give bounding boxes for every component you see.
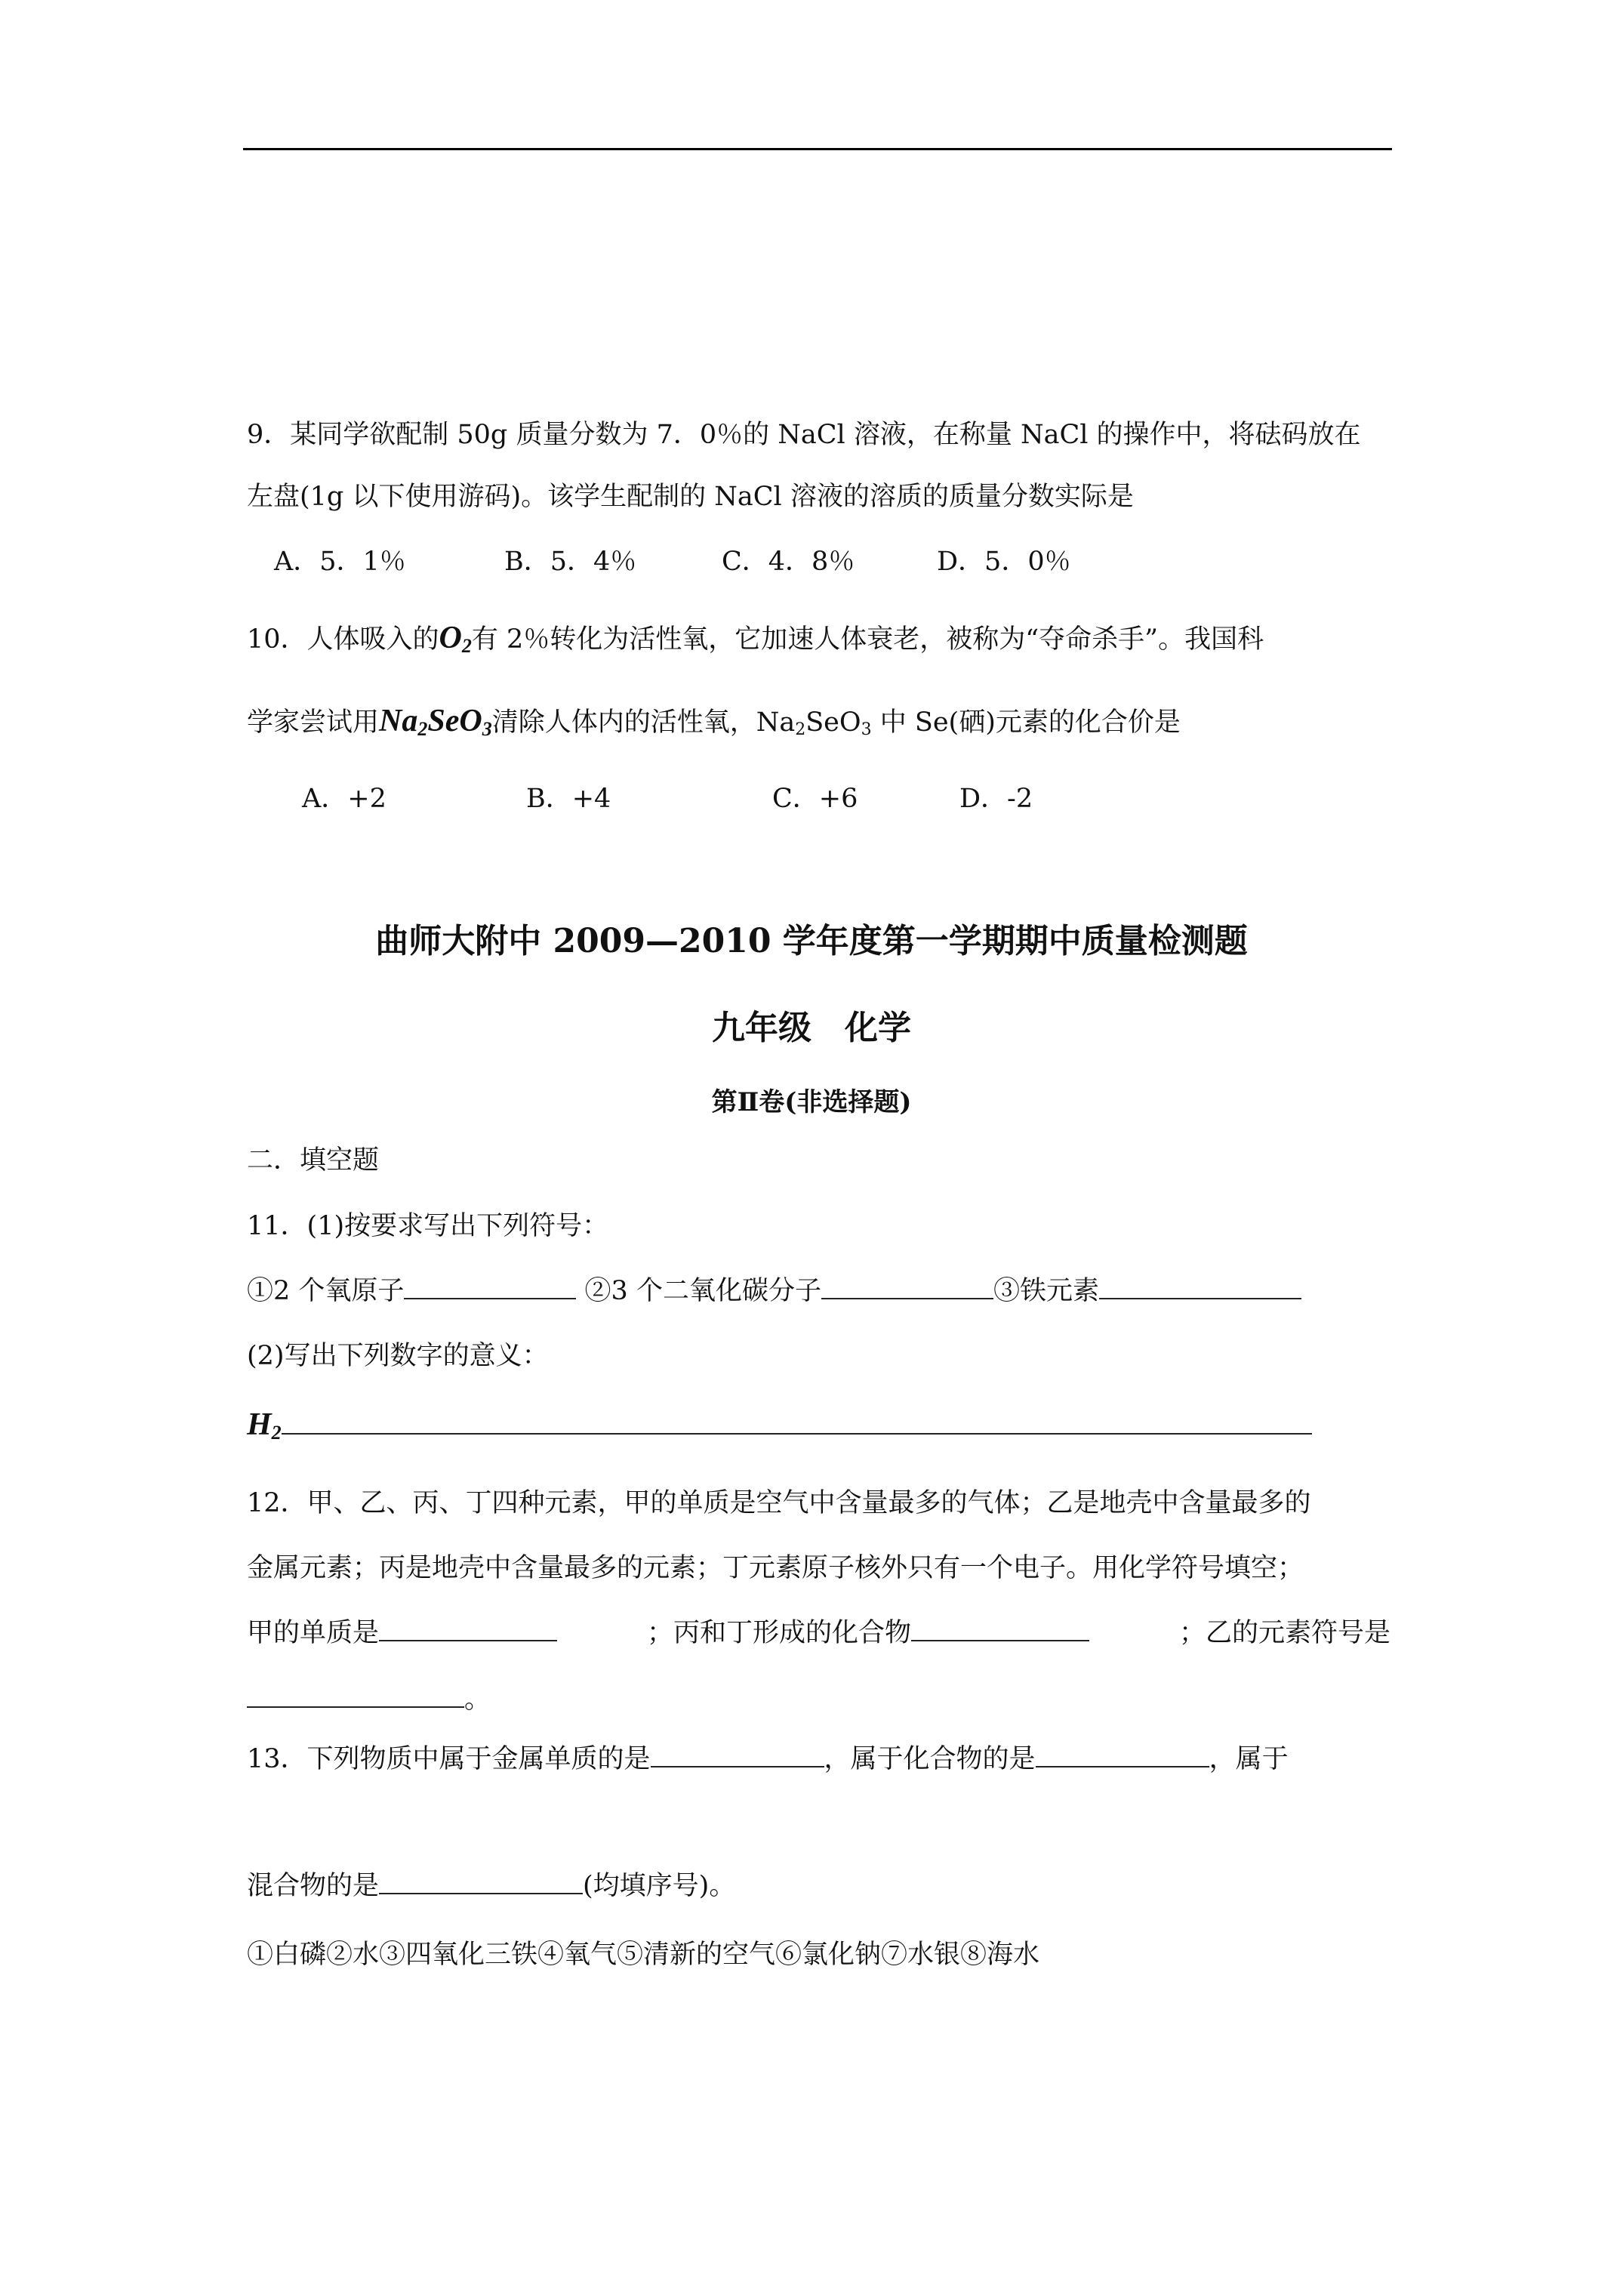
q12-end-mark: 。 (464, 1684, 491, 1715)
q11-item3: ③铁元素 (993, 1276, 1099, 1306)
text-sub-2: 2 (795, 720, 806, 739)
q10-options (302, 780, 1033, 818)
q13-label-a: 13．下列物质中属于金属单质的是 (247, 1744, 651, 1774)
q10-line2 (247, 702, 1181, 749)
q12-line4 (247, 1681, 491, 1718)
q9-option-a: A．5．1％ (274, 547, 406, 577)
oxygen-formula (439, 621, 472, 655)
q11-line4 (247, 1406, 1312, 1452)
q11-item1: ①2 个氧原子 (247, 1276, 405, 1306)
q12-label-b: ；丙和丁形成的化合物 (646, 1618, 911, 1648)
q13-label-e: (均填序号)。 (583, 1871, 736, 1901)
q9-option-b: B．5．4％ (504, 547, 637, 577)
q10-option-b: B．+4 (526, 784, 611, 814)
q10-line2-end: 中 Se(硒)元素的化合价是 (871, 707, 1181, 738)
q10-option-a: A．+2 (302, 784, 387, 814)
q9-line1: 9．某同学欲配制 50g 质量分数为 7．0％的 NaCl 溶液，在称量 NaCl 的操作中，将砝码放在 (247, 420, 1361, 450)
q13-label-c: ，属于 (1209, 1744, 1289, 1774)
q10-line2-start: 学家尝试用 (247, 707, 380, 738)
q13-blank-3[interactable] (379, 1867, 583, 1894)
sodium-selenite-formula (379, 704, 492, 738)
q11-line1: 11．(1)按要求写出下列符号： (247, 1211, 609, 1241)
q13-line3: ①白磷②水③四氧化三铁④氧气⑤清新的空气⑥氯化钠⑦水银⑧海水 (247, 1940, 1040, 1970)
text-seo: SeO (805, 707, 861, 738)
q13-line1 (247, 1740, 1289, 1778)
q12-line1: 12．甲、乙、丙、丁四种元素，甲的单质是空气中含量最多的气体；乙是地壳中含量最多的 (247, 1488, 1311, 1518)
oxygen-symbol: O (439, 621, 462, 655)
q11-line3: (2)写出下列数字的意义： (247, 1341, 549, 1371)
q13-label-b: ，属于化合物的是 (824, 1744, 1036, 1774)
q11-blank-2[interactable] (821, 1272, 993, 1299)
formula-sub-3: 3 (482, 718, 492, 740)
q10-line1 (247, 619, 1264, 665)
q9-options (274, 543, 1071, 581)
hydrogen-symbol: H (247, 1407, 272, 1442)
q13-label-d: 混合物的是 (247, 1871, 380, 1901)
q10-option-c: C．+6 (772, 784, 858, 814)
formula-na: Na (379, 704, 418, 738)
q12-line3-part2 (647, 1614, 1089, 1652)
q12-line2: 金属元素；丙是地壳中含量最多的元素；丁元素原子核外只有一个电子。用化学符号填空； (247, 1553, 1304, 1583)
hydrogen-subscript: 2 (271, 1422, 282, 1444)
q11-blank-4[interactable] (282, 1407, 1312, 1435)
q12-label-a: 甲的单质是 (247, 1618, 380, 1648)
q12-blank-2[interactable] (911, 1614, 1089, 1641)
q10-option-d: D．-2 (959, 784, 1033, 814)
q10-line1-start: 10．人体吸入的 (247, 624, 439, 655)
q11-blank-3[interactable] (1099, 1272, 1301, 1299)
q9-option-c: C．4．8％ (722, 547, 855, 577)
header-rule (243, 148, 1392, 150)
q9-line2: 左盘(1g 以下使用游码)。该学生配制的 NaCl 溶液的溶质的质量分数实际是 (247, 482, 1134, 512)
q12-blank-3[interactable] (247, 1681, 464, 1708)
section-title: 第Ⅱ卷(非选择题) (711, 1087, 912, 1117)
q13-blank-2[interactable] (1036, 1740, 1209, 1767)
q13-line2 (247, 1867, 735, 1905)
q10-line2-mid: 清除人体内的活性氧，Na (491, 707, 796, 738)
exam-title: 曲师大附中 2009—2010 学年度第一学期期中质量检测题 (375, 922, 1248, 960)
q9-option-d: D．5．0％ (937, 547, 1071, 577)
oxygen-subscript: 2 (461, 635, 472, 657)
formula-sub-2: 2 (417, 718, 428, 740)
hydrogen-formula (247, 1407, 282, 1442)
q12-line3 (247, 1614, 1390, 1652)
q11-line2 (247, 1272, 1301, 1310)
q11-blank-1[interactable] (404, 1272, 576, 1299)
q12-line3-part3: ；乙的元素符号是 (1178, 1618, 1390, 1648)
part2-heading: 二．填空题 (247, 1145, 380, 1176)
q10-line1-end: 有 2％转化为活性氧，它加速人体衰老，被称为“夺命杀手”。我国科 (471, 624, 1264, 655)
q12-blank-1[interactable] (379, 1614, 557, 1641)
formula-seo: SeO (427, 704, 482, 738)
q13-blank-1[interactable] (651, 1740, 824, 1767)
text-sub-3: 3 (861, 720, 872, 739)
q12-line3-part1 (247, 1614, 557, 1652)
exam-subtitle: 九年级 化学 (712, 1009, 911, 1047)
q11-item2: ②3 个二氧化碳分子 (584, 1276, 821, 1306)
